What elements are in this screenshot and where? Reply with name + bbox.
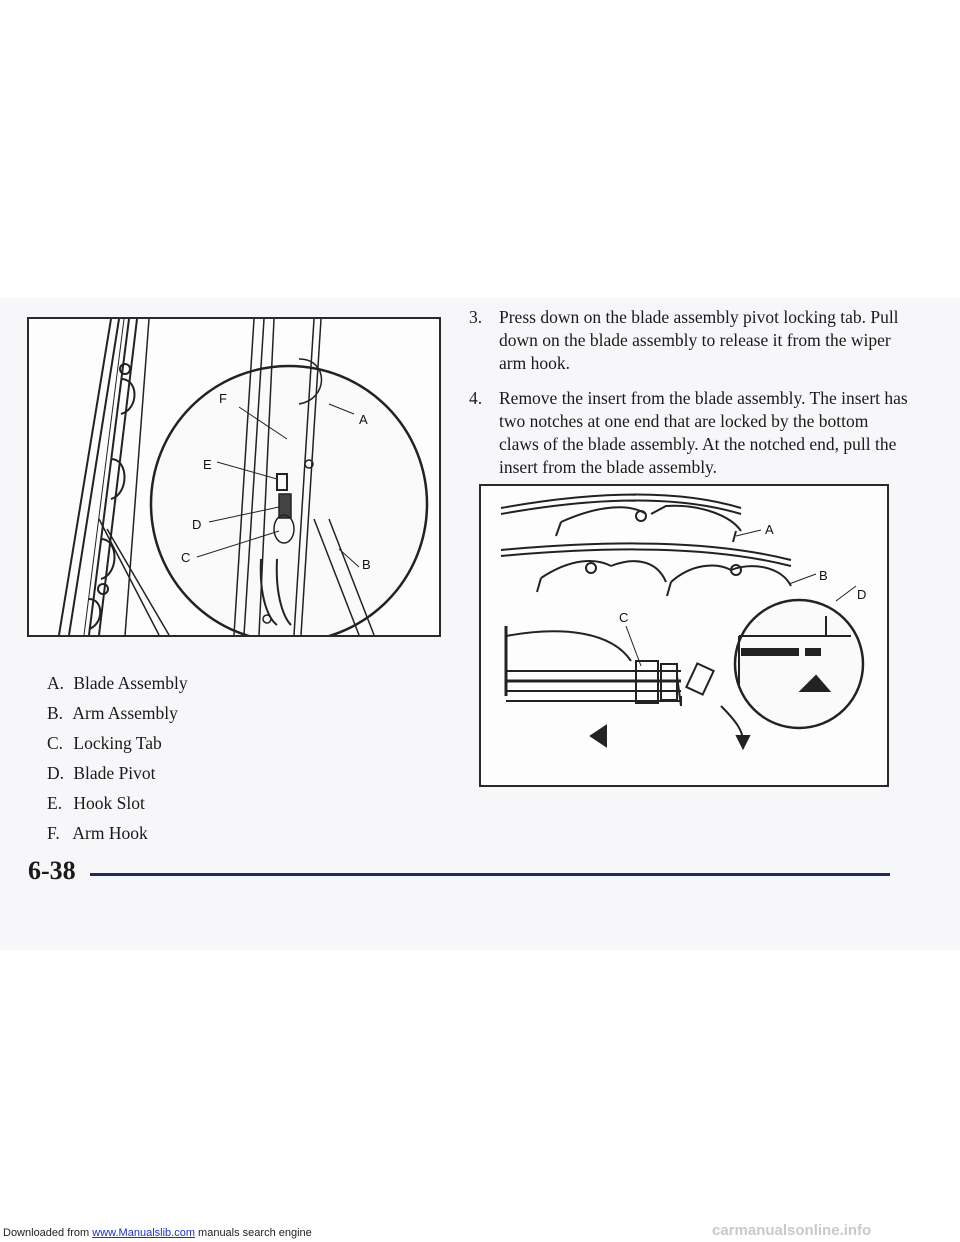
legend-item: [47, 728, 188, 758]
footer-rule: [90, 873, 890, 876]
legend-letter: D.: [47, 763, 65, 783]
parts-legend: [47, 668, 188, 848]
callout-a: A: [765, 522, 774, 537]
page-number: 6-38: [28, 856, 76, 885]
step-item: [469, 387, 909, 479]
wiper-arm-detail-figure: [27, 317, 441, 637]
step-text: Press down on the blade assembly pivot locking tab. Pull down on the blade assembly to release it from the wiper arm hook.: [499, 307, 899, 373]
step-number: 4.: [469, 388, 483, 408]
legend-letter: B.: [47, 703, 64, 723]
legend-text: Blade Assembly: [73, 673, 188, 693]
insert-removal-figure: [479, 484, 889, 787]
callout-d: D: [857, 587, 867, 602]
legend-item: [47, 758, 188, 788]
legend-letter: F.: [47, 823, 60, 843]
legend-item: [47, 818, 188, 848]
callout-c: C: [181, 550, 191, 565]
callout-c: C: [619, 610, 629, 625]
instruction-steps: [469, 306, 909, 491]
download-notice: [3, 1227, 312, 1239]
legend-text: Hook Slot: [73, 793, 145, 813]
legend-text: Arm Assembly: [72, 703, 178, 723]
legend-item: [47, 668, 188, 698]
legend-item: [47, 788, 188, 818]
callout-f: F: [219, 391, 227, 406]
legend-letter: A.: [47, 673, 65, 693]
watermark-text: carmanualsonline.info: [712, 1222, 872, 1239]
callout-a: A: [359, 412, 368, 427]
legend-letter: E.: [47, 793, 63, 813]
step-number: 3.: [469, 307, 483, 327]
legend-item: [47, 698, 188, 728]
legend-text: Arm Hook: [72, 823, 148, 843]
callout-b: B: [819, 568, 828, 583]
callout-b: B: [362, 557, 371, 572]
legend-text: Blade Pivot: [73, 763, 156, 783]
step-item: [469, 306, 909, 375]
callout-e: E: [203, 457, 212, 472]
manualslib-link[interactable]: www.Manualslib.com: [92, 1227, 195, 1239]
step-text: Remove the insert from the blade assembly. The insert has two notches at one end that are locked by the bottom claws of the blade assembly. At the notched end, pull the insert from the blade assembly.: [499, 388, 908, 477]
callout-d: D: [192, 517, 202, 532]
legend-text: Locking Tab: [73, 733, 162, 753]
legend-letter: C.: [47, 733, 64, 753]
download-suffix: manuals search engine: [194, 1227, 312, 1239]
download-prefix: Downloaded from: [3, 1227, 93, 1239]
